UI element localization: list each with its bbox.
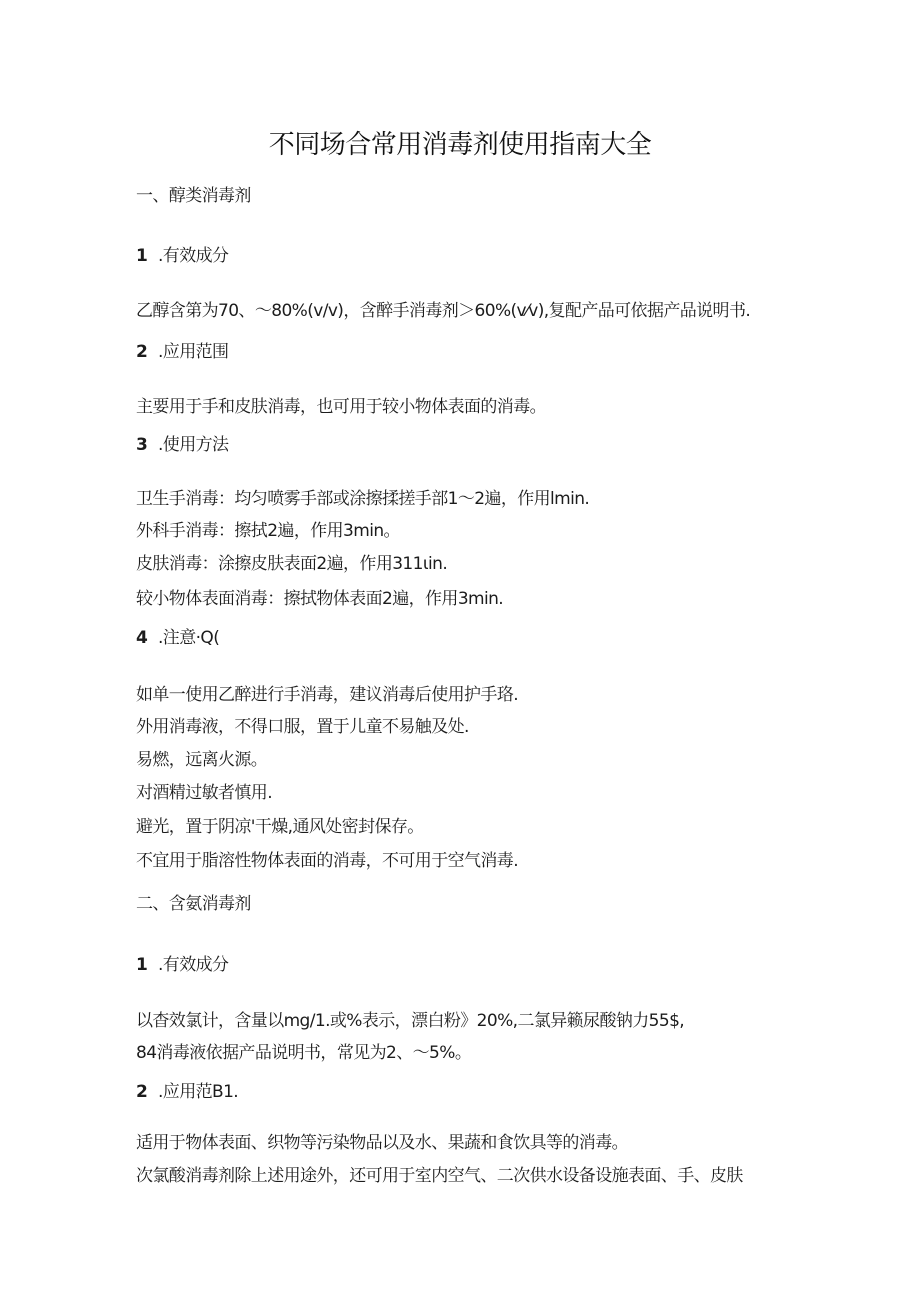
paragraph-line: 适用于物体表面、织物等污染物品以及水、果蔬和食饮具等的消毒。 [136,1133,628,1153]
subsection-label: .有效成分 [158,246,229,266]
subsection-number: 2 [136,1082,148,1102]
paragraph-line: 84消毒液依据产品说明书，常见为2、〜5%。 [136,1043,472,1063]
subsection-heading [136,625,219,651]
paragraph-line: 卫生手消毒：均匀喷雾手部或涂擦揉搓手部1〜2遍，作用lmin. [136,489,590,509]
subsection-heading [136,952,228,978]
paragraph-line: 次氯酸消毒剂除上述用途外，还可用于室内空气、二次供水设备设施表面、手、皮肤 [136,1166,743,1186]
document-title: 不同场合常用消毒剂使用指南大全 [268,130,652,160]
paragraph-line: 较小物体表面消毒：擦拭物体表面2遍，作用3min. [136,589,504,609]
paragraph-line: 对酒精过敏者慎用. [136,783,273,803]
subsection-label: .使用方法 [158,435,229,455]
paragraph-line: 乙醇含第为70、〜80%(v/v)，含醉手消毒剂＞60%(v⁄v),复配产品可依据产品说明书. [136,301,751,321]
paragraph-line: 以杳效氯计，含量以mg/1.或%表示，漂白粉》20%,二氯异籁尿酸钠力55$, [136,1011,685,1031]
subsection-heading [136,432,228,458]
subsection-label: .应用范B1. [158,1082,239,1102]
subsection-number: 2 [136,342,148,362]
section-heading: 二、含氨消毒剂 [136,894,251,914]
paragraph-line: 主要用于手和皮肤消毒，也可用于较小物体表面的消毒。 [136,397,546,417]
paragraph-line: 外科手消毒：擦拭2遍，作用3min。 [136,521,400,541]
subsection-heading [136,339,228,365]
subsection-number: 1 [136,246,148,266]
subsection-label: .有效成分 [158,955,229,975]
paragraph-line: 如单一使用乙醉进行手消毒，建议消毒后使用护手珞. [136,685,519,705]
paragraph-line: 避光，置于阴凉'干燥,通风处密封保存。 [136,817,424,837]
paragraph-line: 皮肤消毒：涂擦皮肤表面2遍，作用311ιin. [136,554,448,574]
section-heading: 一、醇类消毒剂 [136,186,251,206]
subsection-label: .应用范围 [158,342,229,362]
subsection-number: 1 [136,955,148,975]
subsection-heading [136,1079,238,1105]
subsection-heading [136,243,228,269]
paragraph-line: 易燃，远离火源。 [136,750,268,770]
subsection-number: 3 [136,435,148,455]
paragraph-line: 外用消毒液，不得口服，置于儿童不易触及处. [136,717,469,737]
subsection-label: .注意·Q( [158,628,220,648]
subsection-number: 4 [136,628,148,648]
paragraph-line: 不宜用于脂溶性物体表面的消毒，不可用于空气消毒. [136,851,519,871]
